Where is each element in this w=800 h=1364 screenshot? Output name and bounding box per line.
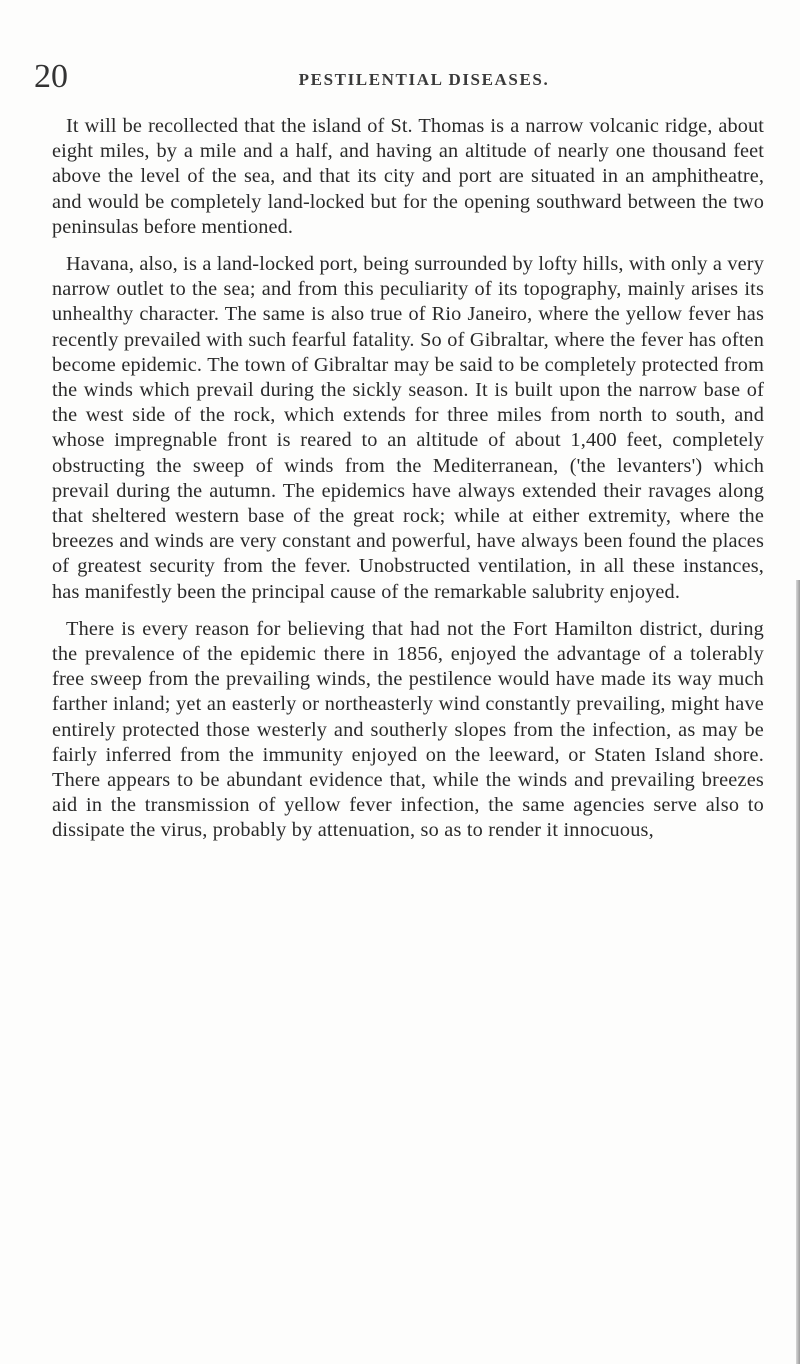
paragraph-fort-hamilton: There is every reason for believing that had not the Fort Hamilton district, during the prevalence of the epidemic there in 1856, enjoyed the advantage of a tolerably free sweep from the prevailing winds, the pestilence would have made its way much farther inland; yet an easterly or northeasterly wind constantly prevailing, might have entirely protected those westerly and southerly slopes from the infection, as may be fairly inferred from the immunity enjoyed on the leeward, or Staten Island shore. There appears to be abundant evidence that, while the winds and prevailing breezes aid in the transmission of yellow fever infection, the same agencies serve also to dissipate the virus, probably by attenuation, so as to render it innocuous, <box>52 617 764 842</box>
running-head: PESTILENTIAL DISEASES. <box>298 70 550 89</box>
page-edge-shadow <box>796 580 800 1364</box>
paragraph-havana-gibraltar: Havana, also, is a land-locked port, being surrounded by lofty hills, with only a very narrow outlet to the sea; and from this peculiarity of its topography, mainly arises its unhealthy character. The same is also true of Rio Janeiro, where the yellow fever has recently prevailed with such fearful fatality. So of Gibraltar, where the fever has often become epidemic. The town of Gibraltar may be said to be completely protected from the winds which prevail during the sickly season. It is built upon the narrow base of the west side of the rock, which extends for three miles from north to south, and whose impregnable front is reared to an altitude of about 1,400 feet, completely obstructing the sweep of winds from the Mediterranean, ('the levanters') which prevail during the autumn. The epidemics have always extended their ravages along that sheltered western base of the great rock; while at either extremity, where the breezes and winds are very constant and powerful, have always been found the places of greatest security from the fever. Unobstructed ventilation, in all these instances, has manifestly been the principal cause of the remarkable salubrity enjoyed. <box>52 253 764 603</box>
paragraph-st-thomas: It will be recollected that the island of St. Thomas is a narrow volcanic ridge, about eight miles, by a mile and a half, and having an altitude of nearly one thousand feet above the level of the sea, and that its city and port are situated in an amphitheatre, and would be completely land-locked but for the opening southward between the two peninsulas before mentioned. <box>52 115 764 238</box>
page-header <box>34 60 764 100</box>
page-number: 20 <box>34 58 68 95</box>
body-text <box>52 114 764 844</box>
